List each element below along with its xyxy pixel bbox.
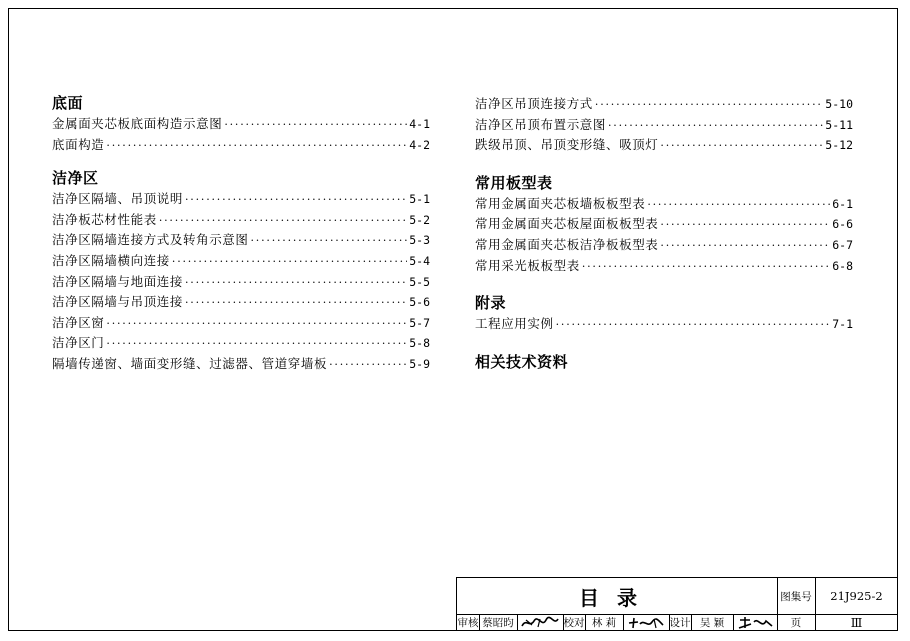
review-label: 审核 [457,614,480,631]
entry-page: 5-6 [409,295,430,310]
leader-dots [582,257,830,278]
entry-page: 5-11 [825,117,853,132]
entry-label: 洁净区吊顶布置示意图 [475,116,607,132]
atlas-number: 21J925-2 [830,589,883,603]
toc-section-bottom [52,92,430,155]
toc-section-cleanroom-cont [475,94,853,156]
section-heading: 常用板型表 [475,173,553,192]
entry-page: 5-10 [825,97,853,111]
entry-label: 洁净区隔墙连接方式及转角示意图 [52,232,249,248]
leader-dots [556,315,831,336]
toc-entry[interactable] [52,114,430,135]
leader-dots [595,95,823,116]
design-label: 设计 [669,614,692,631]
leader-dots [185,293,407,314]
toc-entry[interactable] [52,292,430,313]
toc-entry[interactable] [52,354,430,375]
entry-page: 5-9 [409,356,430,371]
entry-page: 5-4 [409,253,430,268]
leader-dots [251,231,408,252]
leader-dots [172,252,407,273]
leader-dots [660,215,830,236]
entry-page: 5-12 [825,138,853,153]
toc-entry[interactable] [475,235,853,256]
check-label: 校对 [563,614,586,631]
toc-entry[interactable] [52,251,430,272]
entry-label: 常用金属面夹芯板屋面板板型表 [475,216,659,232]
toc-entry[interactable] [475,135,853,156]
toc-entry[interactable] [475,115,853,136]
toc-entry[interactable] [475,256,853,277]
entry-label: 洁净区隔墙与地面连接 [52,273,184,289]
toc-entry[interactable] [475,94,853,115]
entry-page: 4-1 [409,117,430,131]
toc-left-column [52,92,430,387]
toc-section-appendix [475,292,853,335]
toc-entry[interactable] [475,214,853,235]
entry-page: 4-2 [409,137,430,152]
entry-label: 工程应用实例 [475,316,554,332]
designer-name: 吴 颖 [691,614,734,631]
entry-page: 6-7 [832,237,853,252]
entry-label: 洁净区窗 [52,314,105,330]
entry-label: 底面构造 [52,136,105,152]
signature-scribble-icon [736,616,774,630]
toc-entry[interactable] [52,210,430,231]
section-heading: 附录 [475,294,507,313]
leader-dots [106,314,407,335]
toc-entry[interactable] [52,135,430,156]
entry-page: 5-1 [409,192,430,207]
title-block-signature-row [457,614,898,631]
entry-page: 6-1 [832,196,853,211]
entry-label: 隔墙传递窗、墙面变形缝、过滤器、管道穿墙板 [52,355,328,371]
entry-page: 5-5 [409,274,430,289]
atlas-number-label: 图集号 [777,578,816,614]
toc-entry[interactable] [475,314,853,335]
signature-scribble-icon [520,616,560,630]
toc-section-related-docs [475,351,853,373]
section-heading: 底面 [52,94,84,112]
toc-entry[interactable] [475,194,853,215]
leader-dots [185,273,407,294]
entry-page: 6-8 [832,258,853,273]
toc-entry[interactable] [52,189,430,210]
toc-section-panel-types [475,172,853,276]
leader-dots [660,136,823,157]
leader-dots [185,190,407,211]
entry-label: 金属面夹芯板底面构造示意图 [52,116,223,131]
drawing-title: 目录 [457,578,778,614]
leader-dots [660,236,830,257]
entry-page: 7-1 [832,317,853,332]
entry-label: 洁净区隔墙与吊顶连接 [52,294,184,310]
entry-label: 常用金属面夹芯板洁净板板型表 [475,236,659,252]
toc-entry[interactable] [52,230,430,251]
entry-label: 洁净区隔墙、吊顶说明 [52,191,184,207]
checker-signature [623,614,670,631]
page-label: 页 [777,614,816,631]
entry-page: 5-2 [409,212,430,227]
entry-page: 5-3 [409,233,430,248]
title-block-top-row [457,578,898,615]
entry-label: 常用金属面夹芯板墙板板型表 [475,195,646,211]
reviewer-name: 蔡昭昀 [479,614,518,631]
title-block [456,577,898,631]
section-heading: 洁净区 [52,169,99,188]
toc-entry[interactable] [52,333,430,354]
toc-section-cleanroom [52,167,430,374]
designer-signature [733,614,778,631]
leader-dots [159,211,407,232]
leader-dots [106,136,407,157]
entry-label: 洁净区门 [52,335,105,351]
checker-name: 林 莉 [585,614,624,631]
entry-label: 洁净区吊顶连接方式 [475,96,593,111]
leader-dots [608,116,823,137]
leader-dots [106,334,407,355]
entry-label: 跌级吊顶、吊顶变形缝、吸顶灯 [475,137,659,153]
entry-page: 5-7 [409,315,430,330]
leader-dots [647,195,830,216]
page-number: Ⅲ [850,615,863,630]
entry-label: 常用采光板板型表 [475,257,580,273]
toc-entry[interactable] [52,272,430,293]
section-heading: 相关技术资料 [475,352,569,371]
toc-entry[interactable] [52,313,430,334]
entry-label: 洁净板芯材性能表 [52,211,157,227]
entry-label: 洁净区隔墙横向连接 [52,252,170,268]
leader-dots [224,115,407,136]
reviewer-signature [517,614,564,631]
entry-page: 6-6 [832,217,853,232]
leader-dots [329,355,407,376]
toc-right-column [475,94,853,389]
entry-page: 5-8 [409,336,430,351]
signature-scribble-icon [626,616,666,630]
